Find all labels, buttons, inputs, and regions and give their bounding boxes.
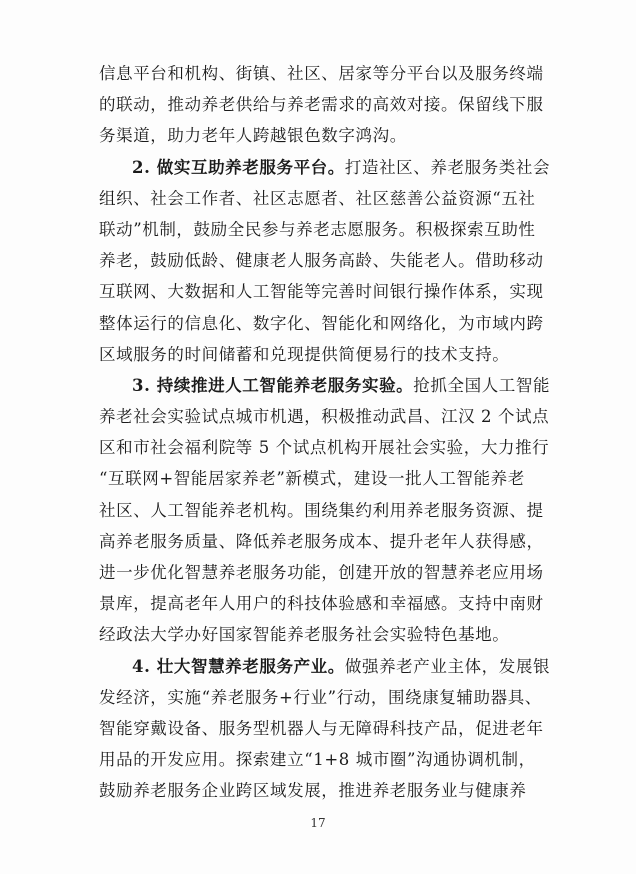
line-text: 社区、人工智能养老机构。围绕集约利用养老服务资源、提 [99, 500, 544, 520]
line-text: 景库，提高老年人用户的科技体验感和幸福感。支持中南财 [99, 594, 544, 614]
line-text: 高养老服务质量、降低养老服务成本、提升老年人获得感， [99, 531, 544, 551]
text-line [99, 245, 551, 276]
line-text: 互联网、大数据和人工智能等完善时间银行操作体系，实现 [99, 282, 544, 302]
text-line [99, 89, 551, 120]
line-text: 养老社会实验试点城市机遇，积极推动武昌、江汉 2 个试点 [99, 407, 550, 427]
line-text: 用品的开发应用。探索建立“1+8 城市圈”沟通协调机制， [99, 750, 536, 770]
text-line [99, 183, 551, 214]
text-line [99, 214, 551, 245]
text-line [99, 58, 551, 89]
line-text: 经政法大学办好国家智能养老服务社会实验特色基地。 [99, 625, 510, 645]
text-line [99, 276, 551, 307]
page-number: 17 [310, 816, 326, 830]
line-text: 养老，鼓励低龄、健康老人服务高龄、失能老人。借助移动 [99, 251, 544, 271]
line-text: 区和市社会福利院等 5 个试点机构开展社会实验，大力推行 [99, 438, 550, 458]
text-line [99, 557, 551, 588]
text-line [99, 432, 551, 463]
section-heading: 4. 壮大智慧养老服务产业。 [132, 656, 345, 676]
body-text [99, 58, 551, 807]
text-line [99, 339, 551, 370]
line-text: 联动”机制，鼓励全民参与养老志愿服务。积极探索互助性 [99, 219, 536, 239]
line-text: 组织、社会工作者、社区志愿者、社区慈善公益资源“五社 [99, 188, 536, 208]
line-text: 抢抓全国人工智能 [413, 375, 551, 395]
line-text: 务渠道，助力老年人跨越银色数字鸿沟。 [99, 126, 407, 146]
section-heading-line [99, 152, 551, 183]
section-heading: 2. 做实互助养老服务平台。 [132, 157, 345, 177]
section-heading-line [99, 370, 551, 401]
text-line [99, 744, 551, 775]
section-heading-line [99, 651, 551, 682]
text-line [99, 401, 551, 432]
line-text: 打造社区、养老服务类社会 [344, 157, 551, 177]
section-heading: 3. 持续推进人工智能养老服务实验。 [132, 375, 414, 395]
text-line [99, 120, 551, 151]
line-text: 信息平台和机构、街镇、社区、居家等分平台以及服务终端 [99, 64, 544, 83]
line-text: “互联网+智能居家养老”新模式，建设一批人工智能养老 [99, 469, 525, 489]
line-text: 做强养老产业主体，发展银 [344, 656, 551, 676]
line-text: 进一步优化智慧养老服务功能，创建开放的智慧养老应用场 [99, 563, 544, 582]
line-text: 鼓励养老服务企业跨区域发展，推进养老服务业与健康养 [99, 781, 527, 801]
text-line [99, 775, 551, 806]
text-line [99, 713, 551, 744]
text-line [99, 495, 551, 526]
text-line [99, 308, 551, 339]
text-line [99, 619, 551, 650]
text-line [99, 682, 551, 713]
line-text: 发经济，实施“养老服务+行业”行动，围绕康复辅助器具、 [99, 687, 542, 707]
line-text: 的联动，推动养老供给与养老需求的高效对接。保留线下服 [99, 95, 544, 115]
line-text: 区域服务的时间储蓄和兑现提供简便易行的技术支持。 [99, 344, 510, 364]
line-text: 智能穿戴设备、服务型机器人与无障碍科技产品，促进老年 [99, 718, 544, 738]
text-line [99, 463, 551, 494]
text-line [99, 588, 551, 619]
line-text: 整体运行的信息化、数字化、智能化和网络化，为市域内跨 [99, 313, 544, 333]
text-line [99, 526, 551, 557]
